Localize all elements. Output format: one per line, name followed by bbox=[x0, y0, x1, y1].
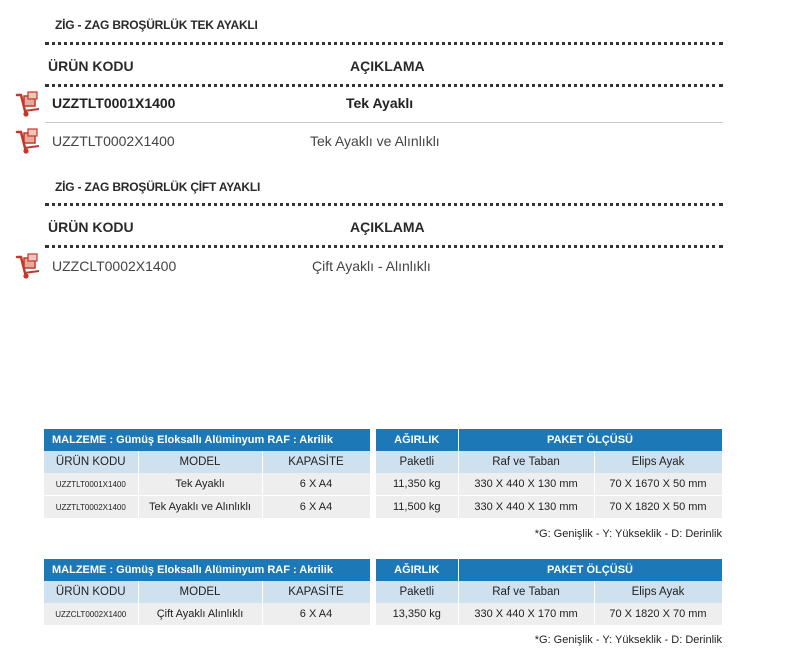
section-title: ZİG - ZAG BROŞÜRLÜK ÇİFT AYAKLI bbox=[55, 180, 261, 194]
column-header-code: ÜRÜN KODU bbox=[48, 58, 134, 74]
spec-table-right bbox=[376, 429, 723, 519]
header-packed: Paketli bbox=[376, 581, 458, 603]
header-capacity: KAPASİTE bbox=[262, 451, 370, 473]
product-description: Tek Ayaklı bbox=[346, 95, 414, 111]
cell-capacity: 6 X A4 bbox=[262, 496, 370, 519]
cell-capacity: 6 X A4 bbox=[262, 603, 370, 626]
header-weight: AĞIRLIK bbox=[376, 429, 458, 451]
column-header-code: ÜRÜN KODU bbox=[48, 219, 134, 235]
header-ellipse-leg: Elips Ayak bbox=[594, 581, 722, 603]
material-label: MALZEME : Gümüş Eloksallı Alüminyum RAF : Akrilik bbox=[44, 429, 370, 451]
cell-ellipse: 70 X 1820 X 50 mm bbox=[594, 496, 722, 519]
cell-weight: 13,350 kg bbox=[376, 603, 458, 626]
cell-shelf: 330 X 440 X 130 mm bbox=[458, 473, 594, 496]
header-product-code: ÜRÜN KODU bbox=[44, 451, 138, 473]
cell-shelf: 330 X 440 X 130 mm bbox=[458, 496, 594, 519]
dimension-note: *G: Genişlik - Y: Yükseklik - D: Derinlik bbox=[534, 634, 722, 646]
table-row bbox=[44, 496, 370, 519]
product-code: UZZTLT0002X1400 bbox=[52, 133, 175, 149]
column-header-description: AÇIKLAMA bbox=[350, 58, 425, 74]
cell-weight: 11,500 kg bbox=[376, 496, 458, 519]
header-model: MODEL bbox=[138, 451, 262, 473]
column-header-description: AÇIKLAMA bbox=[350, 219, 425, 235]
cell-ellipse: 70 X 1820 X 70 mm bbox=[594, 603, 722, 626]
table-row bbox=[376, 496, 722, 519]
dotted-divider bbox=[45, 84, 723, 87]
header-package-size: PAKET ÖLÇÜSÜ bbox=[458, 429, 722, 451]
table-row bbox=[376, 603, 722, 626]
material-label: MALZEME : Gümüş Eloksallı Alüminyum RAF : Akrilik bbox=[44, 559, 370, 581]
table-row bbox=[44, 473, 370, 496]
header-packed: Paketli bbox=[376, 451, 458, 473]
header-package-size: PAKET ÖLÇÜSÜ bbox=[458, 559, 722, 581]
product-code: UZZCLT0002X1400 bbox=[52, 258, 177, 274]
product-description: Çift Ayaklı - Alınlıklı bbox=[312, 258, 431, 274]
header-product-code: ÜRÜN KODU bbox=[44, 581, 138, 603]
header-model: MODEL bbox=[138, 581, 262, 603]
cell-model: Tek Ayaklı bbox=[138, 473, 262, 496]
table-row bbox=[44, 603, 370, 626]
cell-code: UZZTLT0001X1400 bbox=[44, 473, 138, 496]
cell-shelf: 330 X 440 X 170 mm bbox=[458, 603, 594, 626]
cell-ellipse: 70 X 1670 X 50 mm bbox=[594, 473, 722, 496]
header-ellipse-leg: Elips Ayak bbox=[594, 451, 722, 473]
cart-icon[interactable] bbox=[14, 127, 44, 155]
spec-table-left bbox=[44, 559, 371, 626]
cart-icon[interactable] bbox=[14, 90, 44, 118]
table-row bbox=[376, 473, 722, 496]
product-description: Tek Ayaklı ve Alınlıklı bbox=[310, 133, 440, 149]
cell-capacity: 6 X A4 bbox=[262, 473, 370, 496]
product-code: UZZTLT0001X1400 bbox=[52, 95, 176, 111]
dotted-divider bbox=[45, 245, 723, 248]
cell-model: Tek Ayaklı ve Alınlıklı bbox=[138, 496, 262, 519]
spec-table-right bbox=[376, 559, 723, 626]
cell-code: UZZCLT0002X1400 bbox=[44, 603, 138, 626]
cell-model: Çift Ayaklı Alınlıklı bbox=[138, 603, 262, 626]
header-shelf-base: Raf ve Taban bbox=[458, 451, 594, 473]
cell-weight: 11,350 kg bbox=[376, 473, 458, 496]
dotted-divider bbox=[45, 203, 723, 206]
header-shelf-base: Raf ve Taban bbox=[458, 581, 594, 603]
row-divider bbox=[45, 122, 723, 123]
dimension-note: *G: Genişlik - Y: Yükseklik - D: Derinlik bbox=[534, 528, 722, 540]
cell-code: UZZTLT0002X1400 bbox=[44, 496, 138, 519]
header-capacity: KAPASİTE bbox=[262, 581, 370, 603]
dotted-divider bbox=[45, 42, 723, 45]
cart-icon[interactable] bbox=[14, 252, 44, 280]
spec-table-left bbox=[44, 429, 371, 519]
section-title: ZİG - ZAG BROŞÜRLÜK TEK AYAKLI bbox=[55, 18, 258, 32]
header-weight: AĞIRLIK bbox=[376, 559, 458, 581]
